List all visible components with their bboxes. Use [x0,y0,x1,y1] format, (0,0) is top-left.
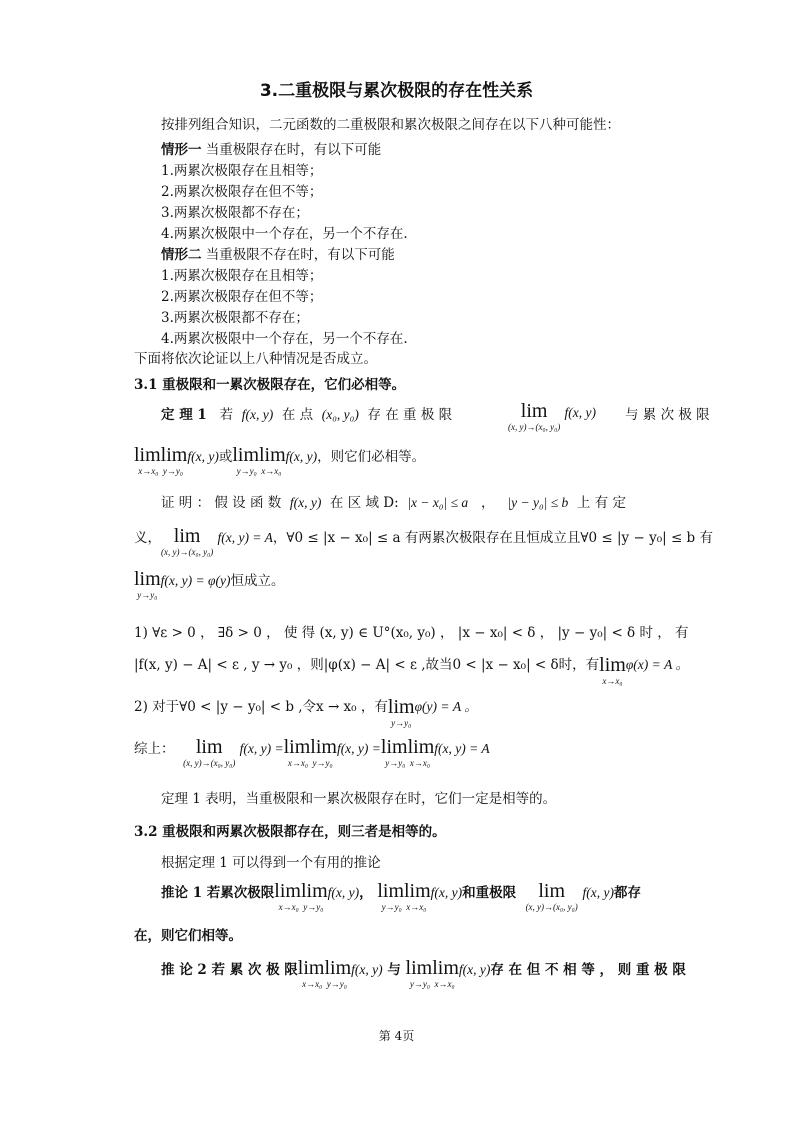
limlim-word-2: limlim [232,444,286,466]
page-number: 第 4页 [378,1029,415,1043]
proof-text-a: 证 明 ： 假 设 函 数 [161,495,282,511]
case2-item-4: 4.两累次极限中一个存在，另一个不存在. [161,331,408,347]
case1-heading [161,141,381,159]
theorem1-line2 [134,444,425,476]
theorem1-text-c: 存 在 重 极 限 [367,407,453,423]
proof-text-c: 上 有 定 [576,495,626,511]
case1-head: 情形一 [161,142,202,158]
intro-paragraph: 按排列组合知识，二元函数的二重极限和累次极限之间存在以下八种可能性： [161,117,620,133]
proof-abs-y: |y − y₀| ≤ b [507,495,569,510]
limlim-word-7: limlim [297,957,352,979]
theorem1-or: 或 [218,449,233,465]
case1-text: 当重极限存在时，有以下可能 [201,142,382,158]
proof-eq-A: f(x, y) = A [217,530,273,545]
cor1-fxy-3: f(x, y) [582,885,614,900]
theorem1-fxy-4: f(x, y) [285,449,318,464]
summary-eq-1: f(x, y) = [239,741,284,756]
limlim-word-3: limlim [283,736,337,758]
summary-label: 综上： [134,741,175,757]
corollary-intro: 根据定理 1 可以得到一个有用的推论 [161,855,381,871]
cor1-fxy-2: f(x, y) [430,885,463,900]
iterated-subscript-yx: y→y₀ x→x₀ [236,466,282,476]
theorem1-text-d: 与 累 次 极 限 [625,407,710,423]
case2-heading [161,246,395,264]
limlim-word: limlim [134,444,188,466]
summary-eq-3: f(x, y) = A [434,741,490,756]
cor1-subscript-xy: x→x₀ y→y₀ [278,902,324,912]
case1-item-1: 1.两累次极限存在且相等； [161,163,323,179]
corollary1-text-d: 都存 [613,885,641,901]
case2-item-3: 3.两累次极限都不存在； [161,310,309,326]
limlim-word-6: limlim [377,880,431,902]
lim-word-4: lim [599,654,626,676]
proof-text-d: ，∀0 ≤ |x − x₀| ≤ a 有两累次极限存在且恒成立且∀0 ≤ |y − y₀| ≤ b 有 [272,530,713,546]
proof-fxy: f(x, y) [289,495,322,510]
case1-item-2: 2.两累次极限存在但不等； [161,184,323,200]
lim-subscript-5: y→y₀ [391,718,412,728]
proof-summary [134,736,490,768]
proof-step1-line1: 1) ∀ε > 0 ， ∃δ > 0 ， 使 得 (x, y) ∈ U°(x₀, y₀) ， |x − x₀| < δ ， |y − y₀| < δ 时 ， 有 [134,625,689,641]
proof-step2 [134,696,478,728]
proof-text-yi: 义， [134,530,161,546]
limlim-word-8: limlim [405,957,459,979]
proof-comma: ， [481,495,495,511]
theorem1-line1 [161,406,452,424]
limlim-word-5: limlim [274,880,328,902]
theorem1-double-limit [508,400,596,432]
transition-text: 下面将依次论证以上八种情况是否成立。 [134,351,377,367]
lim-word-3: lim [134,568,161,590]
lim-word-2: lim [173,525,201,547]
section-3-1-heading: 3.1 重极限和一累次极限存在，它们必相等。 [134,377,406,393]
iterated-subscript-xy: x→x₀ y→y₀ [138,466,184,476]
proof-step2-result: φ(y) = A 。 [414,699,478,714]
theorem1-text-a: 若 [219,407,234,423]
limlim-word-4: limlim [380,736,435,758]
section-title: 3.二重极限与累次极限的存在性关系 [259,81,534,101]
cor2-subscript-yx: y→y₀ x→x₀ [409,979,455,989]
cor2-subscript-xy: x→x₀ y→y₀ [302,979,347,989]
cor1-fxy-1: f(x, y) [327,885,360,900]
lim-subscript-4: x→x₀ [602,676,623,686]
theorem1-point: (x₀, y₀) [321,407,359,422]
lim-word-7: lim [538,880,566,902]
theorem1-label: 定 理 1 [161,407,207,423]
summary-eq-2: f(x, y) = [336,741,381,756]
theorem1-end: ，则它们必相等。 [317,449,426,465]
case2-head: 情形二 [161,247,202,263]
proof-eq-phi: f(x, y) = φ(y) [160,573,231,588]
lim-subscript-2: (x, y)→(x₀, y₀) [161,547,214,557]
lim-subscript-7: (x, y)→(x₀, y₀) [525,902,578,912]
proof-abs-x: |x − x₀| ≤ a [407,495,469,510]
theorem1-fxy-2: f(x, y) [564,405,597,420]
cor2-fxy-1: f(x, y) [351,962,383,977]
corollary1-comma: ， [359,885,373,901]
proof-text-e: 恒成立。 [230,573,285,589]
lim-word-6: lim [195,736,223,758]
corollary1-line1 [161,880,641,912]
case1-item-3: 3.两累次极限都不存在； [161,205,309,221]
proof-text-b: 在 区 域 D: [329,495,399,511]
corollary2-text-c: 存 在 但 不 相 等 ， 则 重 极 限 [490,962,686,978]
lim-subscript-6: (x, y)→(x₀, y₀) [183,758,236,768]
proof-step1-line2 [134,654,689,686]
cor2-fxy-2: f(x, y) [458,962,491,977]
proof-step2-text: 2) 对于∀0 < |y − y₀| < b ,令x → x₀ ，有 [134,699,388,715]
corollary1-text-c: 和重极限 [462,885,517,901]
proof-line1 [161,494,626,512]
case2-text: 当重极限不存在时，有以下可能 [201,247,395,263]
proof-line2 [134,525,713,557]
theorem1-text-b: 在 点 [281,407,314,423]
case2-item-1: 1.两累次极限存在且相等； [161,268,323,284]
summary-subscript-xy: x→x₀ y→y₀ [287,758,333,768]
section-3-2-heading: 3.2 重极限和两累次极限都存在，则三者是相等的。 [134,824,446,840]
lim-word-5: lim [387,696,415,718]
case2-item-2: 2.两累次极限存在但不等； [161,289,323,305]
proof-step1-text: |f(x, y) − A| < ε , y → y₀ ，则|φ(x) − A| < ε ,故当0 < |x − x₀| < δ时，有 [134,657,600,673]
proof-line3 [134,568,284,600]
theorem1-fxy: f(x, y) [241,407,274,422]
corollary2-text-b: 与 [387,962,401,978]
lim-subscript-3: y→y₀ [137,590,158,600]
corollary1-text-a: 推论 1 若累次极限 [161,885,275,901]
summary-subscript-yx: y→y₀ x→x₀ [385,758,430,768]
lim-subscript: (x, y)→(x₀, y₀) [508,422,561,432]
lim-word: lim [520,400,548,422]
theorem1-fxy-3: f(x, y) [187,449,219,464]
proof-step1-result: φ(x) = A 。 [625,657,690,672]
case1-item-4: 4.两累次极限中一个存在，另一个不存在. [161,226,408,242]
cor1-subscript-yx: y→y₀ x→x₀ [381,902,427,912]
remark1-text: 定理 1 表明，当重极限和一累次极限存在时，它们一定是相等的。 [161,791,557,807]
corollary2-line1 [161,957,686,989]
corollary2-text-a: 推 论 2 若 累 次 极 限 [161,962,298,978]
corollary1-line2: 在，则它们相等。 [134,928,242,944]
